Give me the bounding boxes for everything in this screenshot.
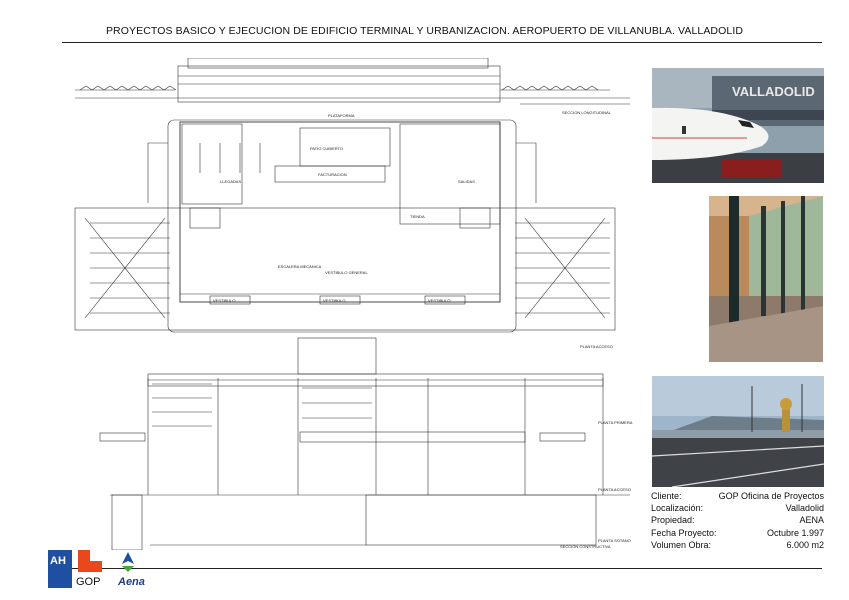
project-info-panel — [651, 490, 824, 551]
info-row-fecha — [651, 527, 824, 539]
section-constr-label: SECCION CONSTRUCTIVA — [560, 544, 611, 549]
architectural-drawings — [70, 58, 640, 550]
info-value: GOP Oficina de Proyectos — [718, 491, 824, 501]
svg-text:Aena: Aena — [118, 576, 145, 588]
logos — [48, 548, 158, 592]
info-row-localizacion — [651, 502, 824, 514]
info-row-propiedad — [651, 514, 824, 526]
bottom-rule — [62, 568, 822, 569]
plataforma-label: PLATAFORMA — [328, 113, 355, 118]
aena-logo — [117, 552, 145, 588]
info-label: Volumen Obra: — [651, 539, 712, 550]
llegadas-label: LLEGADAS — [220, 179, 242, 184]
info-label: Propiedad: — [651, 515, 695, 526]
nivel-sotano-label: PLANTA SOTANO — [598, 538, 631, 543]
photo-exterior — [652, 376, 824, 487]
photo-interior-facade — [709, 196, 823, 362]
info-value: AENA — [799, 515, 824, 526]
longitudinal-section — [75, 58, 630, 104]
info-value: 6.000 m2 — [786, 539, 824, 550]
constructive-section — [100, 338, 630, 550]
info-label: Fecha Proyecto: — [651, 527, 717, 538]
info-row-cliente — [651, 490, 824, 502]
nivel-acceso-label: PLANTA ACCESO — [598, 487, 631, 492]
gop-logo — [76, 550, 102, 588]
salidas-label: SALIDAS — [458, 179, 475, 184]
vestibulo-general-label: VESTIBULO GENERAL — [325, 270, 368, 275]
escalera-label: ESCALERA MECANICA — [278, 264, 322, 269]
info-value: Valladolid — [785, 503, 824, 514]
tienda-label: TIENDA — [410, 214, 425, 219]
valladolid-sign: VALLADOLID — [732, 84, 815, 99]
top-rule — [62, 42, 822, 43]
vestibulo-label-1: VESTIBULO — [213, 298, 236, 303]
svg-text:GOP: GOP — [76, 576, 101, 588]
section-long-label: SECCION LONGITUDINAL — [562, 110, 611, 115]
plan-label: PLANTA ACCESO — [580, 344, 613, 349]
info-label: Cliente: — [651, 491, 682, 501]
vestibulo-label-3: VESTIBULO — [428, 298, 451, 303]
facturacion-label: FACTURACION — [318, 172, 347, 177]
info-value: Octubre 1.997 — [766, 527, 824, 538]
photo-aircraft-terminal — [652, 68, 824, 183]
info-row-volumen — [651, 539, 824, 551]
ah-logo — [48, 550, 72, 588]
info-label: Localización: — [651, 503, 704, 514]
page-title: PROYECTOS BASICO Y EJECUCION DE EDIFICIO TERMINAL Y URBANIZACION. AEROPUERTO DE VILLANUBLA. VALLADOLID — [105, 25, 744, 37]
svg-text:AH: AH — [50, 555, 66, 567]
vestibulo-label-2: VESTIBULO — [323, 298, 346, 303]
nivel-primera-label: PLANTA PRIMERA — [598, 420, 633, 425]
patio-label: PATIO CUBIERTO — [310, 146, 344, 151]
